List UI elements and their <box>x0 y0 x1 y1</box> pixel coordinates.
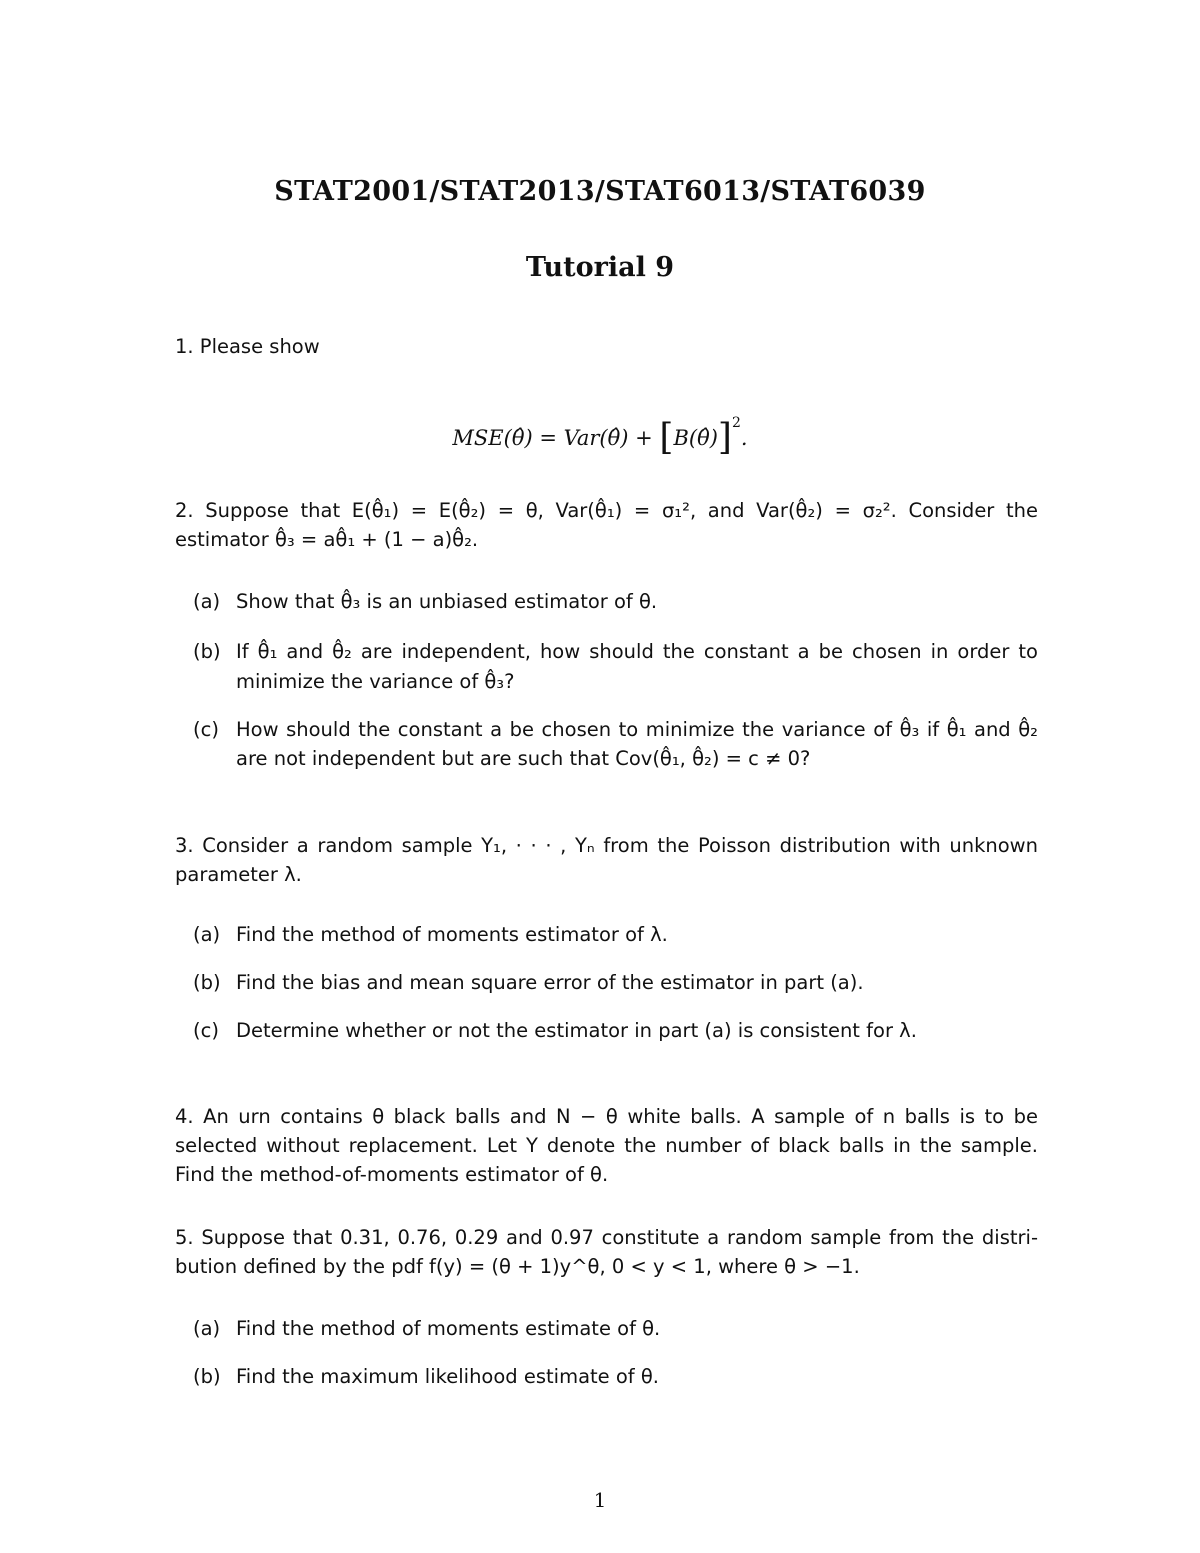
equation-left: MSE(θ̂) = Var(θ̂) + <box>452 426 660 450</box>
question-3c-text: Determine whether or not the estimator in part (a) is consistent for λ. <box>236 1019 917 1042</box>
mse-equation <box>0 398 1200 463</box>
question-2a-text: Show that θ̂₃ is an unbiased estimator of θ. <box>236 590 658 613</box>
question-5a-text: Find the method of moments estimate of θ. <box>236 1317 661 1340</box>
question-2-line-1: 2. Suppose that E(θ̂₁) = E(θ̂₂) = θ, Var(θ̂₁) = σ₁², and Var(θ̂₂) = σ₂². Consider the <box>175 499 1038 522</box>
question-1-text: 1. Please show <box>175 335 320 358</box>
question-3b-label: (b) <box>193 971 221 994</box>
question-3a-text: Find the method of moments estimator of λ. <box>236 923 668 946</box>
question-5-line-1: 5. Suppose that 0.31, 0.76, 0.29 and 0.97 constitute a random sample from the distri- <box>175 1226 1038 1249</box>
question-2c-text-line-2: are not independent but are such that Cov(θ̂₁, θ̂₂) = c ≠ 0? <box>236 747 811 770</box>
question-2-line-2: estimator θ̂₃ = aθ̂₁ + (1 − a)θ̂₂. <box>175 528 479 551</box>
question-2c-label: (c) <box>193 718 219 741</box>
equation-end: . <box>740 426 748 450</box>
question-3-line-1: 3. Consider a random sample Y₁, · · · , Yₙ from the Poisson distribution with unknown <box>175 834 1038 857</box>
question-2b-text-line-2: minimize the variance of θ̂₃? <box>236 670 515 693</box>
question-3-line-2: parameter λ. <box>175 863 302 886</box>
course-codes-heading: STAT2001/STAT2013/STAT6013/STAT6039 <box>274 176 926 207</box>
question-2a-label: (a) <box>193 590 221 613</box>
page-number: 1 <box>593 1488 607 1512</box>
question-5b-label: (b) <box>193 1365 221 1388</box>
equation-power: 2 <box>731 415 741 431</box>
equation-inner: B(θ̂) <box>673 426 718 450</box>
question-5-line-2: bution defined by the pdf f(y) = (θ + 1)y^θ, 0 < y < 1, where θ > −1. <box>175 1255 860 1278</box>
question-2b-text-line-1: If θ̂₁ and θ̂₂ are independent, how should the constant a be chosen in order to <box>236 640 1038 663</box>
tutorial-title: Tutorial 9 <box>525 252 675 283</box>
question-4-line-2: selected without replacement. Let Y denote the number of black balls in the sample. <box>175 1134 1038 1157</box>
question-2b-label: (b) <box>193 640 221 663</box>
question-5a-label: (a) <box>193 1317 221 1340</box>
question-2c-text-line-1: How should the constant a be chosen to minimize the variance of θ̂₃ if θ̂₁ and θ̂₂ <box>236 718 1038 741</box>
equation-open-bracket: [ <box>659 417 674 458</box>
question-5b-text: Find the maximum likelihood estimate of θ. <box>236 1365 659 1388</box>
question-3b-text: Find the bias and mean square error of the estimator in part (a). <box>236 971 864 994</box>
equation-close-bracket: ] <box>717 417 732 458</box>
question-3a-label: (a) <box>193 923 221 946</box>
question-4-line-1: 4. An urn contains θ black balls and N − θ white balls. A sample of n balls is to be <box>175 1105 1038 1128</box>
question-4-line-3: Find the method-of-moments estimator of θ. <box>175 1163 609 1186</box>
question-3c-label: (c) <box>193 1019 219 1042</box>
